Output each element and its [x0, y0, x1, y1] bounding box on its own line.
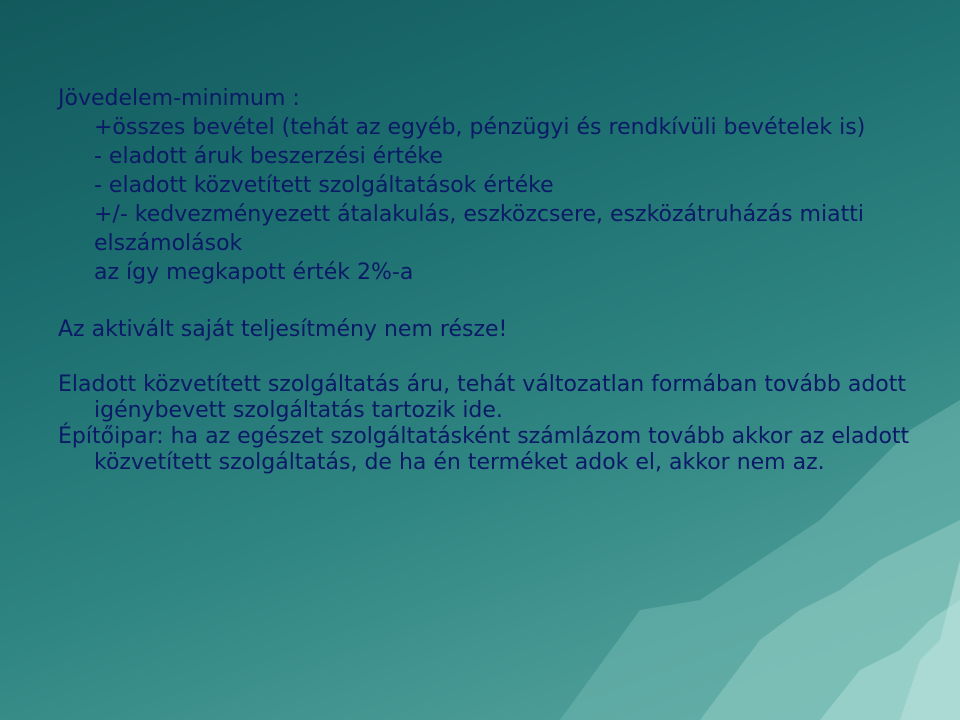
slide-heading: Jövedelem-minimum : [58, 86, 300, 111]
paragraph: Eladott közvetített szolgáltatás áru, tehát változatlan formában tovább adott igénybevett szolgáltatás tartozik ide. [58, 372, 907, 423]
list-item: +összes bevétel (tehát az egyéb, pénzügyi és rendkívüli bevételek is) [94, 115, 866, 140]
list-item: - eladott közvetített szolgáltatások értéke [94, 173, 554, 198]
paragraph: Építőipar: ha az egészet szolgáltatásként számlázom tovább akkor az eladott közvetített szolgáltatás, de ha én terméket adok el, akkor nem az. [58, 424, 910, 475]
slide-note: Az aktivált saját teljesítmény nem része! [58, 317, 508, 342]
slide-content [58, 84, 918, 476]
list-item: +/- kedvezményezett átalakulás, eszközcsere, eszközátruházás miatti elszámolások [94, 202, 864, 256]
list-item: az így megkapott érték 2%-a [94, 260, 414, 285]
list-item: - eladott áruk beszerzési értéke [94, 144, 443, 169]
